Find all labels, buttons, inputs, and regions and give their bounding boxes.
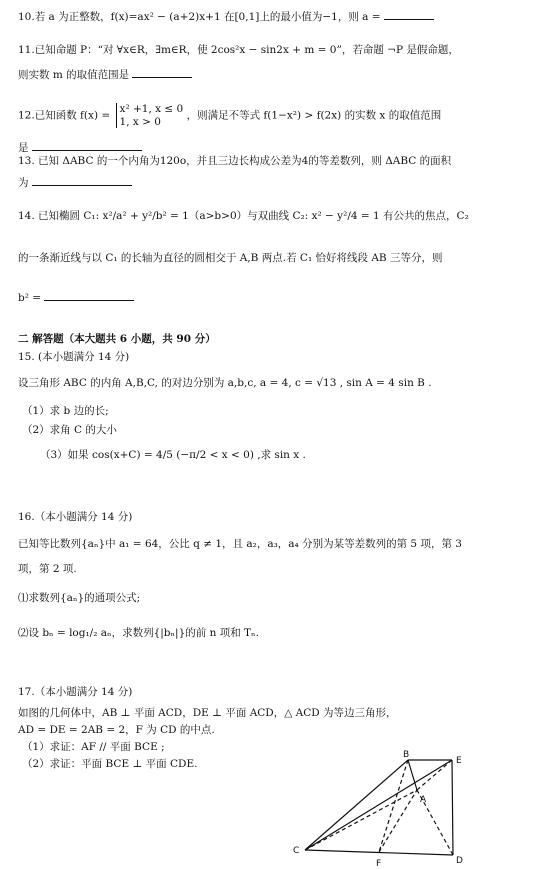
problem-10-text: 10.若 a 为正整数，f(x)=ax² − (a+2)x+1 在[0,1]上的最小值为−1，则 a = xyxy=(18,11,381,23)
q16-stem2: 项，第 2 项. xyxy=(18,563,77,575)
q15-sub1: （1）求 b 边的长; xyxy=(22,405,109,417)
answer-blank[interactable] xyxy=(44,290,134,301)
problem-10 xyxy=(18,9,434,24)
answer-blank[interactable] xyxy=(32,175,132,186)
edge-fa xyxy=(379,790,417,852)
problem-14 xyxy=(18,290,134,305)
problem-12-suffix: ，则满足不等式 f(1−x²) > f(2x) 的实数 x 的取值范围 xyxy=(186,109,442,122)
label-d: D xyxy=(456,856,463,866)
edge-ea xyxy=(417,760,452,790)
q16-sub2: ⑵设 bₙ = log₁/₂ aₙ，求数列{|bₙ|}的前 n 项和 Tₙ. xyxy=(18,627,259,639)
section-title: 二 解答题（本大题共 6 小题，共 90 分） xyxy=(18,333,216,345)
label-e: E xyxy=(456,756,462,766)
label-b: B xyxy=(403,750,410,760)
problem-11 xyxy=(18,67,192,82)
problem-11-line2: 则实数 m 的取值范围是 xyxy=(18,69,130,81)
label-f: F xyxy=(376,859,382,867)
q15-stem: 设三角形 ABC 的内角 A,B,C, 的对边分别为 a,b,c, a = 4, c = √13 , sin A = 4 sin B . xyxy=(18,377,432,389)
answer-blank[interactable] xyxy=(384,9,434,20)
q17-sub2: （2）求证：平面 BCE ⊥ 平面 CDE. xyxy=(22,758,198,770)
label-c: C xyxy=(293,846,300,856)
problem-13-line2: 为 xyxy=(18,177,29,189)
edge-ce xyxy=(305,760,452,850)
problem-14-line3: b² = xyxy=(18,292,42,304)
label-a: A xyxy=(420,795,427,805)
piecewise-case-2: 1, x > 0 xyxy=(119,115,161,128)
problem-14-line2: 的一条渐近线与以 C₁ 的长轴为直径的圆相交于 A,B 两点.若 C₁ 恰好将线段 AB 三等分，则 xyxy=(18,252,443,264)
q15-header: 15. (本小题满分 14 分) xyxy=(18,351,130,363)
problem-13-line1: 13. 已知 ΔABC 的一个内角为120o，并且三边长构成公差为4的等差数列，则 ΔABC 的面积 xyxy=(18,155,452,167)
geometry-figure xyxy=(285,742,485,867)
problem-13 xyxy=(18,175,132,190)
q16-stem1: 已知等比数列{aₙ}中 a₁ = 64，公比 q ≠ 1，且 a₂，a₃，a₄ 分别为某等差数列的第 5 项，第 3 xyxy=(18,538,462,550)
q16-header: 16.（本小题满分 14 分) xyxy=(18,511,133,523)
problem-11-line1: 11.已知命题 P：“对 ∀x∈R，∃m∈R，使 2cos²x − sin2x + m = 0”，若命题 ¬P 是假命题， xyxy=(18,44,459,56)
piecewise-brace xyxy=(116,103,184,128)
edge-bf xyxy=(379,760,408,852)
answer-blank[interactable] xyxy=(32,140,142,151)
problem-14-line1: 14. 已知椭圆 C₁: x²/a² + y²/b² = 1（a>b>0）与双曲线 C₂: x² − y²/4 = 1 有公共的焦点，C₂ xyxy=(18,210,469,222)
problem-12-prefix: 12.已知函数 f(x) = xyxy=(18,109,111,122)
q17-stem2: AD = DE = 2AB = 2，F 为 CD 的中点. xyxy=(18,724,215,736)
q17-stem1: 如图的几何体中，AB ⊥ 平面 ACD，DE ⊥ 平面 ACD，△ ACD 为等边三角形， xyxy=(18,707,397,719)
edge-cd xyxy=(305,850,453,855)
piecewise-case-1: x² +1, x ≤ 0 xyxy=(119,103,184,115)
q16-sub1: ⑴求数列{aₙ}的通项公式; xyxy=(18,592,141,604)
edge-ed xyxy=(452,760,453,855)
q17-header: 17.（本小题满分 14 分) xyxy=(18,686,133,698)
q15-sub3: （3）如果 cos(x+C) = 4/5 (−π/2 < x < 0) ,求 sin x . xyxy=(40,449,306,461)
edge-ca xyxy=(305,790,417,850)
edge-cb xyxy=(305,760,408,850)
problem-12 xyxy=(18,103,441,128)
problem-12-line2: 是 xyxy=(18,142,29,154)
q15-sub2: （2）求角 C 的大小 xyxy=(22,424,117,436)
problem-12-line2-wrap xyxy=(18,140,142,155)
answer-blank[interactable] xyxy=(132,67,192,78)
q17-sub1: （1）求证：AF // 平面 BCE ; xyxy=(22,741,165,753)
